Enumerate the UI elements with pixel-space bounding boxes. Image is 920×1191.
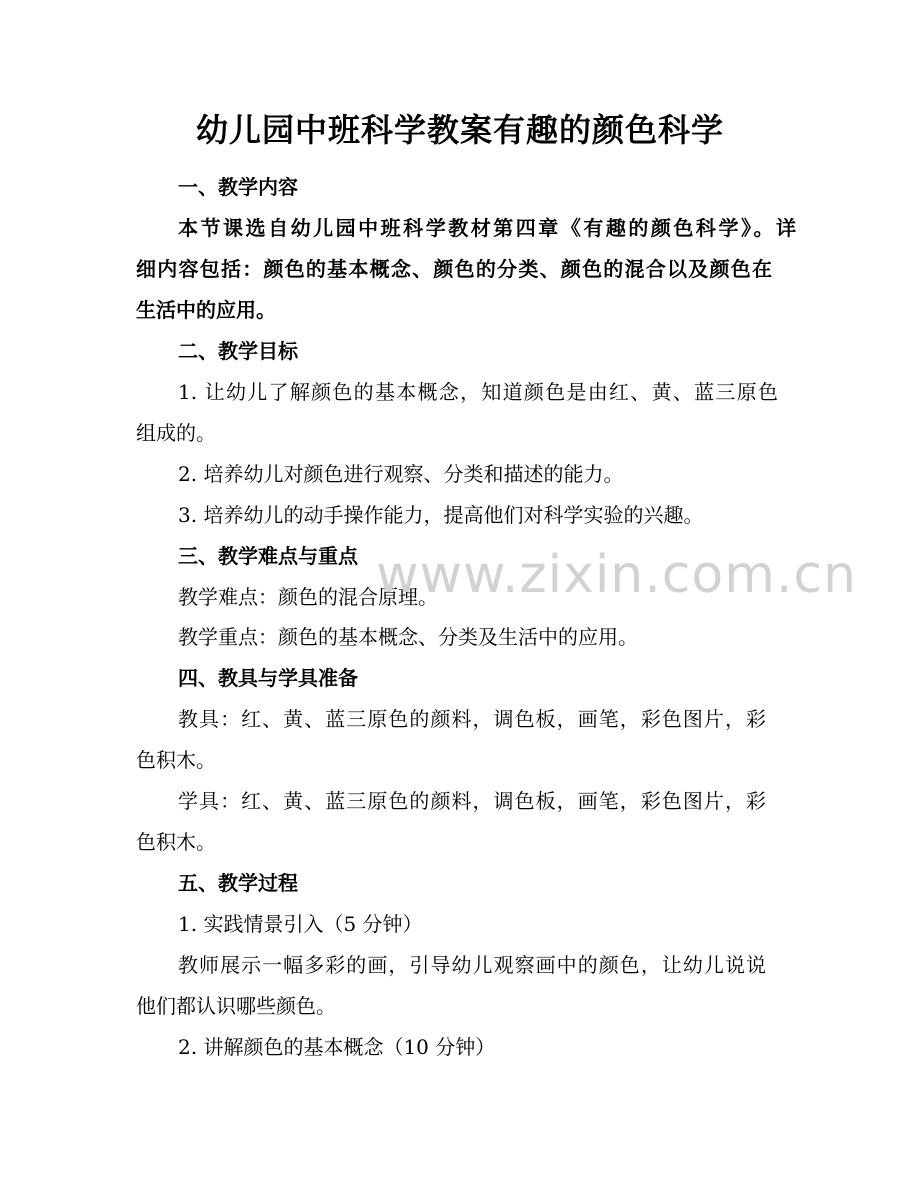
watermark: www.zixin.com.cn: [376, 545, 857, 605]
goal-3: 3. 培养幼儿的动手操作能力，提高他们对科学实验的兴趣。: [178, 503, 704, 527]
content-paragraph-line-1: 本节课选自幼儿园中班科学教材第四章《有趣的颜色科学》。详: [178, 216, 796, 240]
goal-1-line-2: 组成的。: [136, 421, 216, 445]
page-title: 幼儿园中班科学教案有趣的颜色科学: [195, 111, 724, 149]
teaching-focus: 教学重点：颜色的基本概念、分类及生活中的应用。: [178, 625, 638, 649]
process-step-1-line-2: 他们都认识哪些颜色。: [136, 994, 336, 1018]
teaching-difficulty: 教学难点：颜色的混合原理。: [178, 585, 438, 609]
student-materials-line-2: 色积木。: [136, 830, 216, 854]
heading-key-points: 三、教学难点与重点: [178, 544, 358, 568]
heading-teaching-content: 一、教学内容: [178, 175, 298, 199]
content-paragraph-line-3: 生活中的应用。: [136, 298, 276, 322]
content-paragraph-line-2: 细内容包括：颜色的基本概念、颜色的分类、颜色的混合以及颜色在: [136, 257, 772, 281]
process-step-1-line-1: 教师展示一幅多彩的画，引导幼儿观察画中的颜色，让幼儿说说: [178, 953, 766, 977]
heading-teaching-goals: 二、教学目标: [178, 339, 298, 363]
heading-teaching-process: 五、教学过程: [178, 871, 298, 895]
goal-1-line-1: 1. 让幼儿了解颜色的基本概念，知道颜色是由红、黄、蓝三原色: [178, 380, 778, 404]
heading-materials: 四、教具与学具准备: [178, 666, 358, 690]
teacher-materials-line-2: 色积木。: [136, 748, 216, 772]
process-step-2: 2. 讲解颜色的基本概念（10 分钟）: [178, 1035, 496, 1059]
goal-2: 2. 培养幼儿对颜色进行观察、分类和描述的能力。: [178, 462, 624, 486]
teacher-materials-line-1: 教具：红、黄、蓝三原色的颜料，调色板，画笔，彩色图片，彩: [178, 707, 766, 731]
student-materials-line-1: 学具：红、黄、蓝三原色的颜料，调色板，画笔，彩色图片，彩: [178, 789, 766, 813]
process-step-1: 1. 实践情景引入（5 分钟）: [178, 912, 423, 936]
